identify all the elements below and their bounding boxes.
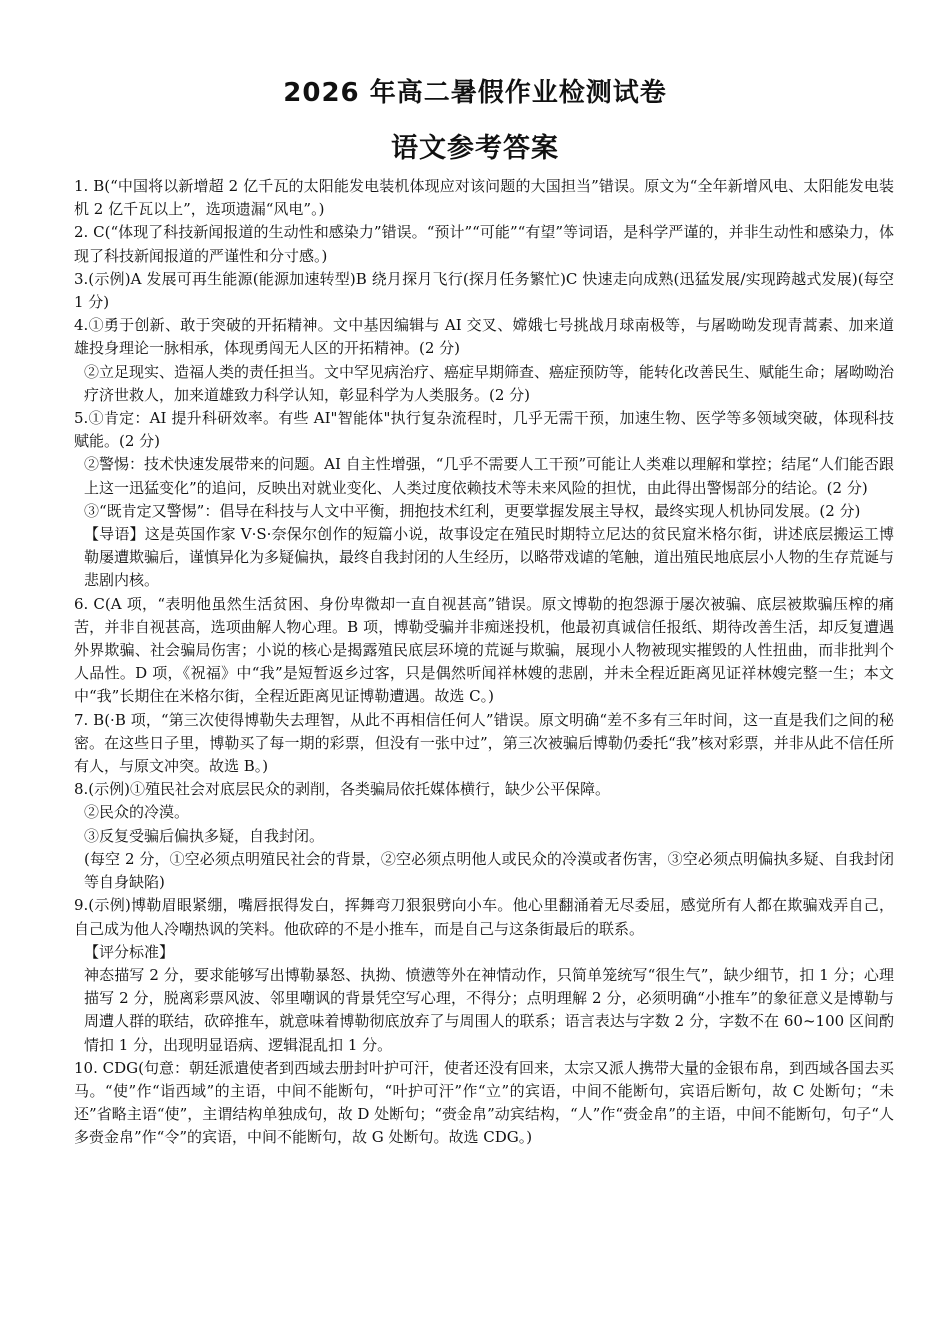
guide-paragraph: 【导语】这是英国作家 V·S·奈保尔创作的短篇小说，故事设定在殖民时期特立尼达的贫民窟米格尔街，讲述底层搬运工博勒屡遭欺骗后，谨慎异化为多疑偏执，最终自我封闭的人生经历，以略带戏谑的笔触，道出殖民地底层小人物的生存荒诞与悲剧内核。	[84, 525, 895, 590]
answer-3: 3.(示例)A 发展可再生能源(能源加速转型)B 绕月探月飞行(探月任务繁忙)C 快速走向成熟(迅猛发展/实现跨越式发展)(每空 1 分)	[74, 269, 894, 312]
answer-8-scoring-note: (每空 2 分，①空必须点明殖民社会的背景，②空必须点明他人或民众的冷漠或者伤害，③空必须点明偏执多疑、自我封闭等自身缺陷)	[84, 849, 894, 892]
page-subtitle: 语文参考答案	[391, 133, 559, 164]
answer-4-point-1: 4.①勇于创新、敢于突破的开拓精神。文中基因编辑与 AI 交叉、嫦娥七号挑战月球南极等，与屠呦呦发现青蒿素、加来道雄投身理论一脉相承，体现勇闯无人区的开拓精神。(2 分)	[74, 316, 894, 358]
answer-7: 7. B(·B 项，“第三次使得博勒失去理智，从此不再相信任何人”错误。原文明确“差不多有三年时间，这一直是我们之间的秘密。在这些日子里，博勒买了每一期的彩票，但没有一张中过”，第三次被骗后博勒仍委托“我”核对彩票，并非从此不信任所有人，与原文冲突。故选 B。)	[74, 710, 894, 776]
answer-9-criteria-heading: 【评分标准】	[84, 942, 175, 961]
answer-8-point-2: ②民众的冷漠。	[84, 803, 190, 822]
answer-10: 10. CDG(句意：朝廷派遣使者到西域去册封叶护可汗，使者还没有回来，太宗又派人携带大量的金银布帛，到西域各国去买马。“使”作“诣西域”的主语，中间不能断句，“叶护可汗”作“立”的宾语，中间不能断句，宾语后断句，故 C 处断句；“未还”省略主语“使”，主谓结构单独成句，故 D 处断句；“赍金帛”动宾结构，“人”作“赍金帛”的主语，中间不能断句，句子“人多赍金帛”作“令”的宾语，中间不能断句，故 G 处断句。故选 CDG。)	[74, 1058, 894, 1147]
answer-9-criteria: 神态描写 2 分，要求能够写出博勒暴怒、执拗、愤懑等外在神情动作，只简单笼统写“很生气”，缺少细节，扣 1 分；心理描写 2 分，脱离彩票风波、邻里嘲讽的背景凭空写心理，不得分；点明理解 2 分，必须明确“小推车”的象征意义是博勒与周遭人群的联结，砍碎推车，就意味着博勒彻底放弃了与周围人的联系；语言表达与字数 2 分，字数不在 60~100 区间酌情扣 1 分，出现明显语病、逻辑混乱扣 1 分。	[84, 965, 894, 1054]
answer-5-point-3: ③“既肯定又警惕”：倡导在科技与人文中平衡，拥抱技术红利，更要掌握发展主导权，最终实现人机协同发展。(2 分)	[84, 501, 861, 520]
answers-body	[74, 175, 894, 1150]
answer-4-point-2: ②立足现实、造福人类的责任担当。文中罕见病治疗、癌症早期筛查、癌症预防等，能转化改善民生、赋能生命；屠呦呦治疗济世救人，加来道雄致力科学认知，彰显科学为人类服务。(2 分)	[84, 362, 895, 404]
answer-5-point-1: 5.①肯定：AI 提升科研效率。有些 AI"智能体"执行复杂流程时，几乎无需干预，加速生物、医学等多领域突破，体现科技赋能。(2 分)	[74, 409, 894, 451]
answer-5-point-2: ②警惕：技术快速发展带来的问题。AI 自主性增强，“几乎不需要人工干预”可能让人类难以理解和掌控；结尾“人们能否跟上这一迅猛变化”的追问，反映出对就业变化、人类过度依赖技术等未来风险的担忧，由此得出警惕部分的结论。(2 分)	[84, 455, 894, 497]
answer-2: 2. C(“体现了科技新闻报道的生动性和感染力”错误。“预计”“可能”“有望”等词语，是科学严谨的，并非生动性和感染力，体现了科技新闻报道的严谨性和分寸感。)	[74, 223, 894, 265]
answer-8-point-3: ③反复受骗后偏执多疑，自我封闭。	[84, 826, 325, 845]
answer-8-point-1: 8.(示例)①殖民社会对底层民众的剥削，各类骗局依托媒体横行，缺少公平保障。	[74, 780, 611, 799]
answer-6: 6. C(A 项，“表明他虽然生活贫困、身份卑微却一直自视甚高”错误。原文博勒的抱怨源于屡次被骗、底层被欺骗压榨的痛苦，并非自视甚高，选项曲解人物心理。B 项，博勒受骗并非痴迷投机，他最初真诚信任报纸、期待改善生活，却反复遭遇外界欺骗、社会骗局伤害；小说的核心是揭露殖民底层环境的荒诞与欺骗，展现小人物被现实摧毁的人性扭曲，而非批判个人品性。D 项，《祝福》中“我”是短暂返乡过客，只是偶然听闻祥林嫂的悲剧，并未全程近距离见证祥林嫂完整一生；本文中“我”长期住在米格尔街，全程近距离见证博勒遭遇。故选 C。)	[74, 594, 894, 706]
answer-1: 1. B(“中国将以新增超 2 亿千瓦的太阳能发电装机体现应对该问题的大国担当”错误。原文为“全年新增风电、太阳能发电装机 2 亿千瓦以上”，选项遗漏“风电”。)	[74, 177, 894, 219]
page-title: 2026 年高二暑假作业检测试卷	[283, 78, 667, 108]
answer-9-sample: 9.(示例)博勒眉眼紧绷，嘴唇抿得发白，挥舞弯刀狠狠劈向小车。他心里翻涌着无尽委屈，感觉所有人都在欺骗戏弄自己，自己成为他人冷嘲热讽的笑料。他砍碎的不是小推车，而是自己与这条街最后的联系。	[74, 896, 894, 938]
